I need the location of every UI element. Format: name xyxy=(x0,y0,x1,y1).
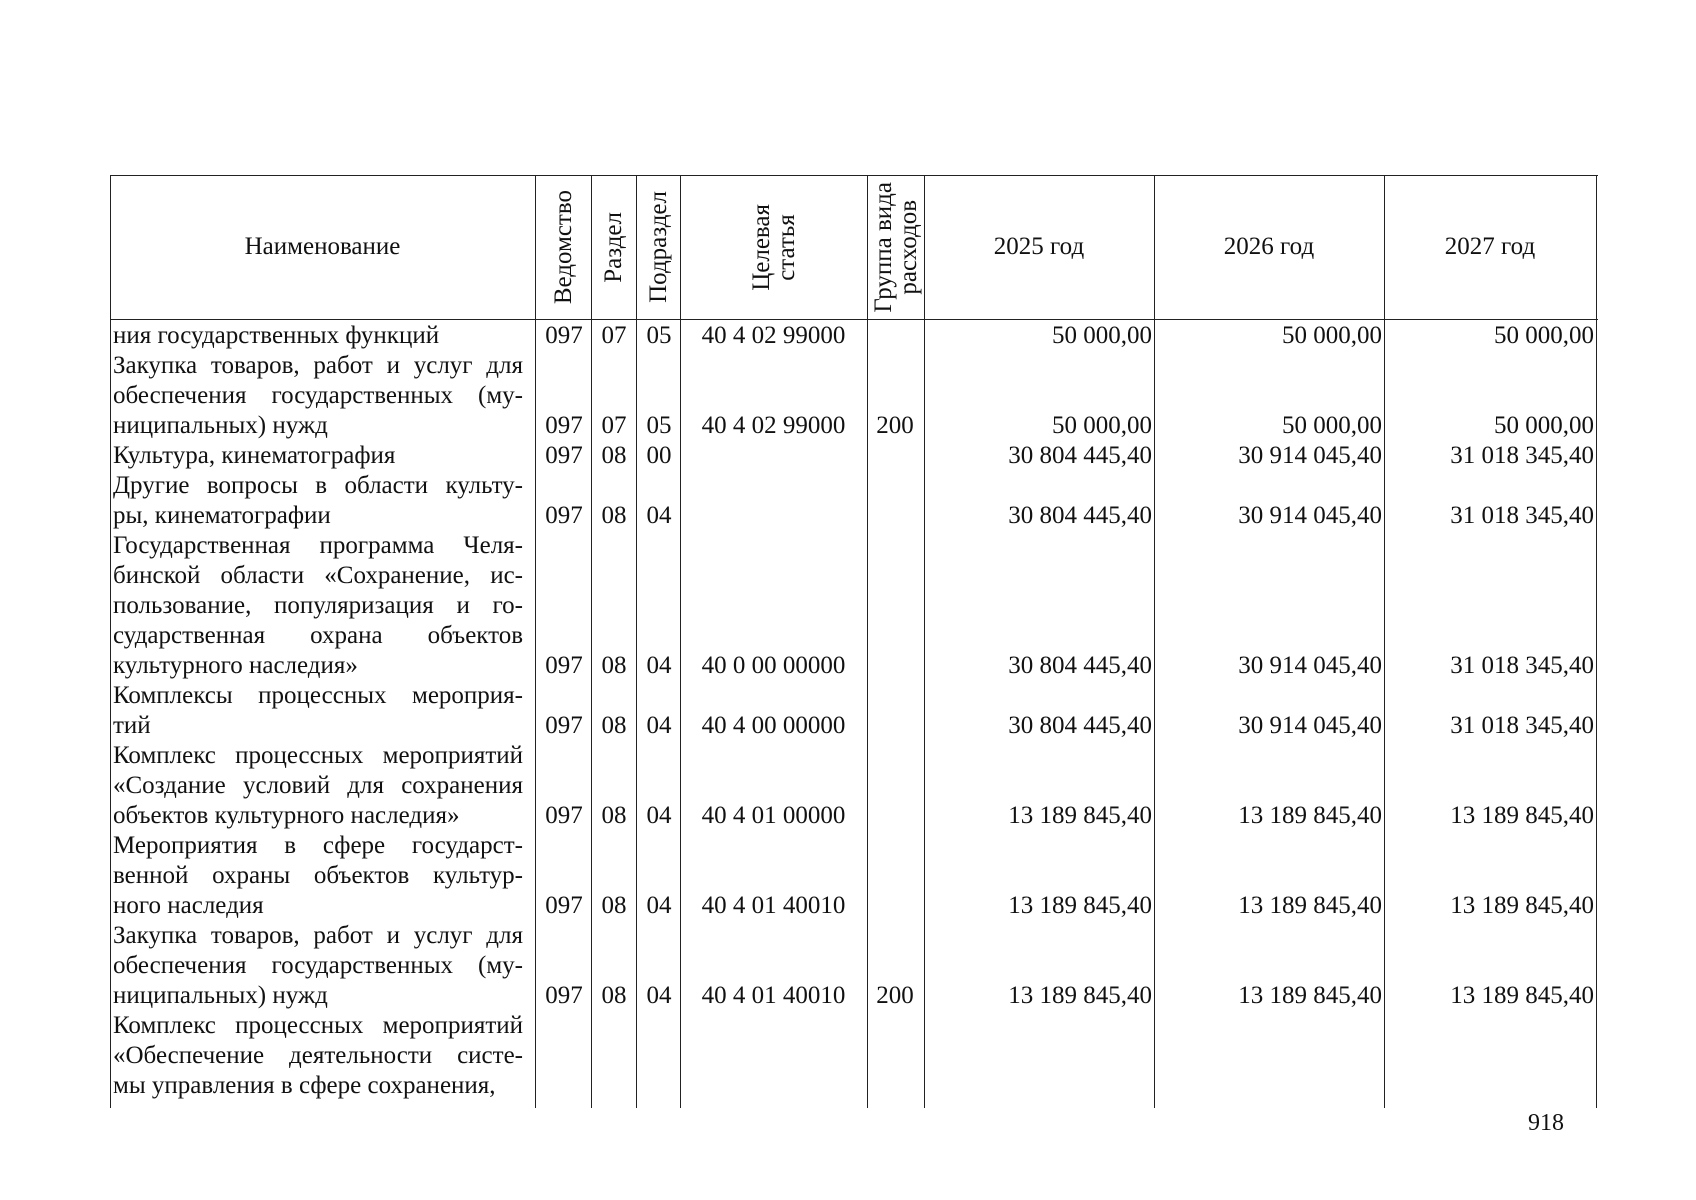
row-name-line: ниципальных) нужд xyxy=(113,412,328,439)
gruppa-cell xyxy=(869,711,921,741)
amount-2027-cell xyxy=(1386,1071,1594,1101)
row-name-line: пользование, популяризация и го- xyxy=(113,592,523,619)
table-row xyxy=(110,471,1596,531)
row-name xyxy=(113,921,523,1011)
amount-2026-cell xyxy=(1156,1071,1382,1101)
vedomstvo-cell: 097 xyxy=(545,892,583,919)
amount-2025-cell: 13 189 845,40 xyxy=(1008,802,1152,829)
row-name-line: венной охраны объектов культур- xyxy=(113,862,523,889)
header-gruppa xyxy=(867,175,924,319)
row-name-line: Мероприятия в сфере государст- xyxy=(113,832,523,859)
amount-2027-cell: 31 018 345,40 xyxy=(1450,712,1594,739)
table-row xyxy=(110,351,1596,441)
amount-2026-cell: 13 189 845,40 xyxy=(1238,892,1382,919)
row-name xyxy=(113,351,523,441)
table-row xyxy=(110,1011,1596,1101)
vedomstvo-cell: 097 xyxy=(545,322,583,349)
amount-2027-cell: 13 189 845,40 xyxy=(1450,982,1594,1009)
podrazdel-cell: 04 xyxy=(646,982,672,1009)
header-name-label: Наименование xyxy=(244,233,401,260)
row-name xyxy=(113,741,523,831)
celevaya-statya-cell: 40 4 01 00000 xyxy=(701,802,846,829)
row-name xyxy=(113,471,523,531)
header-vedomstvo xyxy=(535,175,591,319)
razdel-cell: 07 xyxy=(601,412,627,439)
amount-2026-cell: 30 914 045,40 xyxy=(1238,712,1382,739)
row-name-line: сударственная охрана объектов xyxy=(113,622,523,649)
row-name xyxy=(113,681,523,741)
podrazdel-cell: 04 xyxy=(646,712,672,739)
gruppa-cell xyxy=(869,651,921,681)
gruppa-cell xyxy=(869,441,921,471)
podrazdel-cell xyxy=(639,1071,679,1101)
header-vedomstvo-label: Ведомство xyxy=(549,189,577,305)
table-row xyxy=(110,321,1596,351)
gruppa-cell xyxy=(869,1071,921,1101)
table-row xyxy=(110,741,1596,831)
row-name-line: Закупка товаров, работ и услуг для xyxy=(113,352,523,379)
gruppa-cell xyxy=(869,891,921,921)
razdel-cell: 08 xyxy=(601,652,627,679)
amount-2027-cell: 50 000,00 xyxy=(1494,412,1594,439)
table-row xyxy=(110,441,1596,471)
budget-table xyxy=(110,175,1596,1108)
razdel-cell xyxy=(593,1071,635,1101)
celevaya-statya-cell: 40 4 02 99000 xyxy=(701,412,846,439)
amount-2025-cell: 50 000,00 xyxy=(1052,322,1152,349)
celevaya-statya-cell: 40 4 01 40010 xyxy=(701,892,846,919)
amount-2027-cell: 13 189 845,40 xyxy=(1450,892,1594,919)
celevaya-statya-cell: 40 0 00 00000 xyxy=(701,652,846,679)
row-name-line: Комплекс процессных мероприятий xyxy=(113,742,523,769)
table-row xyxy=(110,681,1596,741)
amount-2026-cell: 13 189 845,40 xyxy=(1238,802,1382,829)
amount-2027-cell: 31 018 345,40 xyxy=(1450,652,1594,679)
row-name xyxy=(113,1011,523,1101)
row-name-line: объектов культурного наследия» xyxy=(113,802,460,829)
vedomstvo-cell: 097 xyxy=(545,502,583,529)
table-row xyxy=(110,531,1596,681)
vedomstvo-cell: 097 xyxy=(545,802,583,829)
celevaya-statya-cell xyxy=(682,1071,865,1101)
row-name-line: обеспечения государственных (му- xyxy=(113,382,523,409)
podrazdel-cell: 04 xyxy=(646,892,672,919)
row-name-line: ры, кинематографии xyxy=(113,502,331,529)
vedomstvo-cell: 097 xyxy=(545,652,583,679)
amount-2026-cell: 50 000,00 xyxy=(1282,322,1382,349)
header-razdel xyxy=(591,175,636,319)
table-border-right xyxy=(1596,175,1597,1108)
gruppa-cell xyxy=(869,801,921,831)
row-name xyxy=(113,321,523,351)
celevaya-statya-cell: 40 4 00 00000 xyxy=(701,712,846,739)
amount-2027-cell: 50 000,00 xyxy=(1494,322,1594,349)
row-name-line: мы управления в сфере сохранения, xyxy=(113,1072,496,1099)
header-celevaya xyxy=(680,175,867,319)
table-body xyxy=(110,321,1596,1101)
header-gruppa-label: Группа вида расходов xyxy=(869,181,922,313)
header-name xyxy=(110,175,535,319)
amount-2027-cell: 31 018 345,40 xyxy=(1450,502,1594,529)
row-name-line: «Обеспечение деятельности систе- xyxy=(113,1042,523,1069)
podrazdel-cell: 05 xyxy=(646,322,672,349)
celevaya-statya-cell xyxy=(682,501,865,531)
vedomstvo-cell: 097 xyxy=(545,712,583,739)
amount-2025-cell: 30 804 445,40 xyxy=(1008,442,1152,469)
row-name-line: Другие вопросы в области культу- xyxy=(113,472,523,499)
amount-2025-cell xyxy=(928,1071,1152,1101)
header-divider xyxy=(110,319,1598,320)
header-razdel-label: Раздел xyxy=(600,211,627,283)
header-year-2025-label: 2025 год xyxy=(993,233,1085,260)
row-name-line: Государственная программа Челя- xyxy=(113,532,523,559)
header-year-2025 xyxy=(924,175,1154,319)
amount-2025-cell: 30 804 445,40 xyxy=(1008,652,1152,679)
gruppa-cell: 200 xyxy=(876,412,914,439)
header-year-2026 xyxy=(1154,175,1384,319)
amount-2026-cell: 30 914 045,40 xyxy=(1238,652,1382,679)
podrazdel-cell: 00 xyxy=(646,442,672,469)
header-celevaya-label: Целевая статья xyxy=(747,203,800,291)
razdel-cell: 08 xyxy=(601,982,627,1009)
row-name-line: Комплекс процессных мероприятий xyxy=(113,1012,523,1039)
gruppa-cell xyxy=(869,321,921,351)
header-podrazdel-label: Подраздел xyxy=(644,191,672,303)
razdel-cell: 08 xyxy=(601,892,627,919)
amount-2025-cell: 13 189 845,40 xyxy=(1008,892,1152,919)
gruppa-cell: 200 xyxy=(876,982,914,1009)
row-name-line: обеспечения государственных (му- xyxy=(113,952,523,979)
amount-2025-cell: 13 189 845,40 xyxy=(1008,982,1152,1009)
gruppa-cell xyxy=(869,501,921,531)
row-name-line: ного наследия xyxy=(113,892,264,919)
amount-2025-cell: 30 804 445,40 xyxy=(1008,712,1152,739)
row-name-line: ниципальных) нужд xyxy=(113,982,328,1009)
header-year-2027-label: 2027 год xyxy=(1444,233,1536,260)
header-year-2026-label: 2026 год xyxy=(1223,233,1315,260)
row-name-line: Закупка товаров, работ и услуг для xyxy=(113,922,523,949)
amount-2026-cell: 30 914 045,40 xyxy=(1238,442,1382,469)
vedomstvo-cell: 097 xyxy=(545,982,583,1009)
amount-2027-cell: 13 189 845,40 xyxy=(1450,802,1594,829)
row-name xyxy=(113,531,523,681)
row-name-line: ния государственных функций xyxy=(113,322,440,349)
amount-2026-cell: 30 914 045,40 xyxy=(1238,502,1382,529)
row-name xyxy=(113,831,523,921)
razdel-cell: 08 xyxy=(601,712,627,739)
podrazdel-cell: 04 xyxy=(646,802,672,829)
vedomstvo-cell xyxy=(539,1071,589,1101)
amount-2027-cell: 31 018 345,40 xyxy=(1450,442,1594,469)
page-number: 918 xyxy=(1528,1110,1564,1136)
razdel-cell: 08 xyxy=(601,802,627,829)
vedomstvo-cell: 097 xyxy=(545,412,583,439)
row-name-line: «Создание условий для сохранения xyxy=(113,772,523,799)
razdel-cell: 07 xyxy=(601,322,627,349)
row-name-line: Культура, кинематография xyxy=(113,442,396,469)
header-podrazdel xyxy=(636,175,680,319)
podrazdel-cell: 04 xyxy=(646,502,672,529)
razdel-cell: 08 xyxy=(601,502,627,529)
row-name xyxy=(113,441,523,471)
podrazdel-cell: 04 xyxy=(646,652,672,679)
row-name-line: бинской области «Сохранение, ис- xyxy=(113,562,523,589)
amount-2025-cell: 30 804 445,40 xyxy=(1008,502,1152,529)
podrazdel-cell: 05 xyxy=(646,412,672,439)
celevaya-statya-cell: 40 4 02 99000 xyxy=(701,322,846,349)
row-name-line: Комплексы процессных мероприя- xyxy=(113,682,523,709)
celevaya-statya-cell xyxy=(682,441,865,471)
amount-2026-cell: 50 000,00 xyxy=(1282,412,1382,439)
row-name-line: культурного наследия» xyxy=(113,652,358,679)
row-name-line: тий xyxy=(113,712,151,739)
table-row xyxy=(110,921,1596,1011)
amount-2026-cell: 13 189 845,40 xyxy=(1238,982,1382,1009)
razdel-cell: 08 xyxy=(601,442,627,469)
header-year-2027 xyxy=(1384,175,1596,319)
table-row xyxy=(110,831,1596,921)
amount-2025-cell: 50 000,00 xyxy=(1052,412,1152,439)
vedomstvo-cell: 097 xyxy=(545,442,583,469)
celevaya-statya-cell: 40 4 01 40010 xyxy=(701,982,846,1009)
